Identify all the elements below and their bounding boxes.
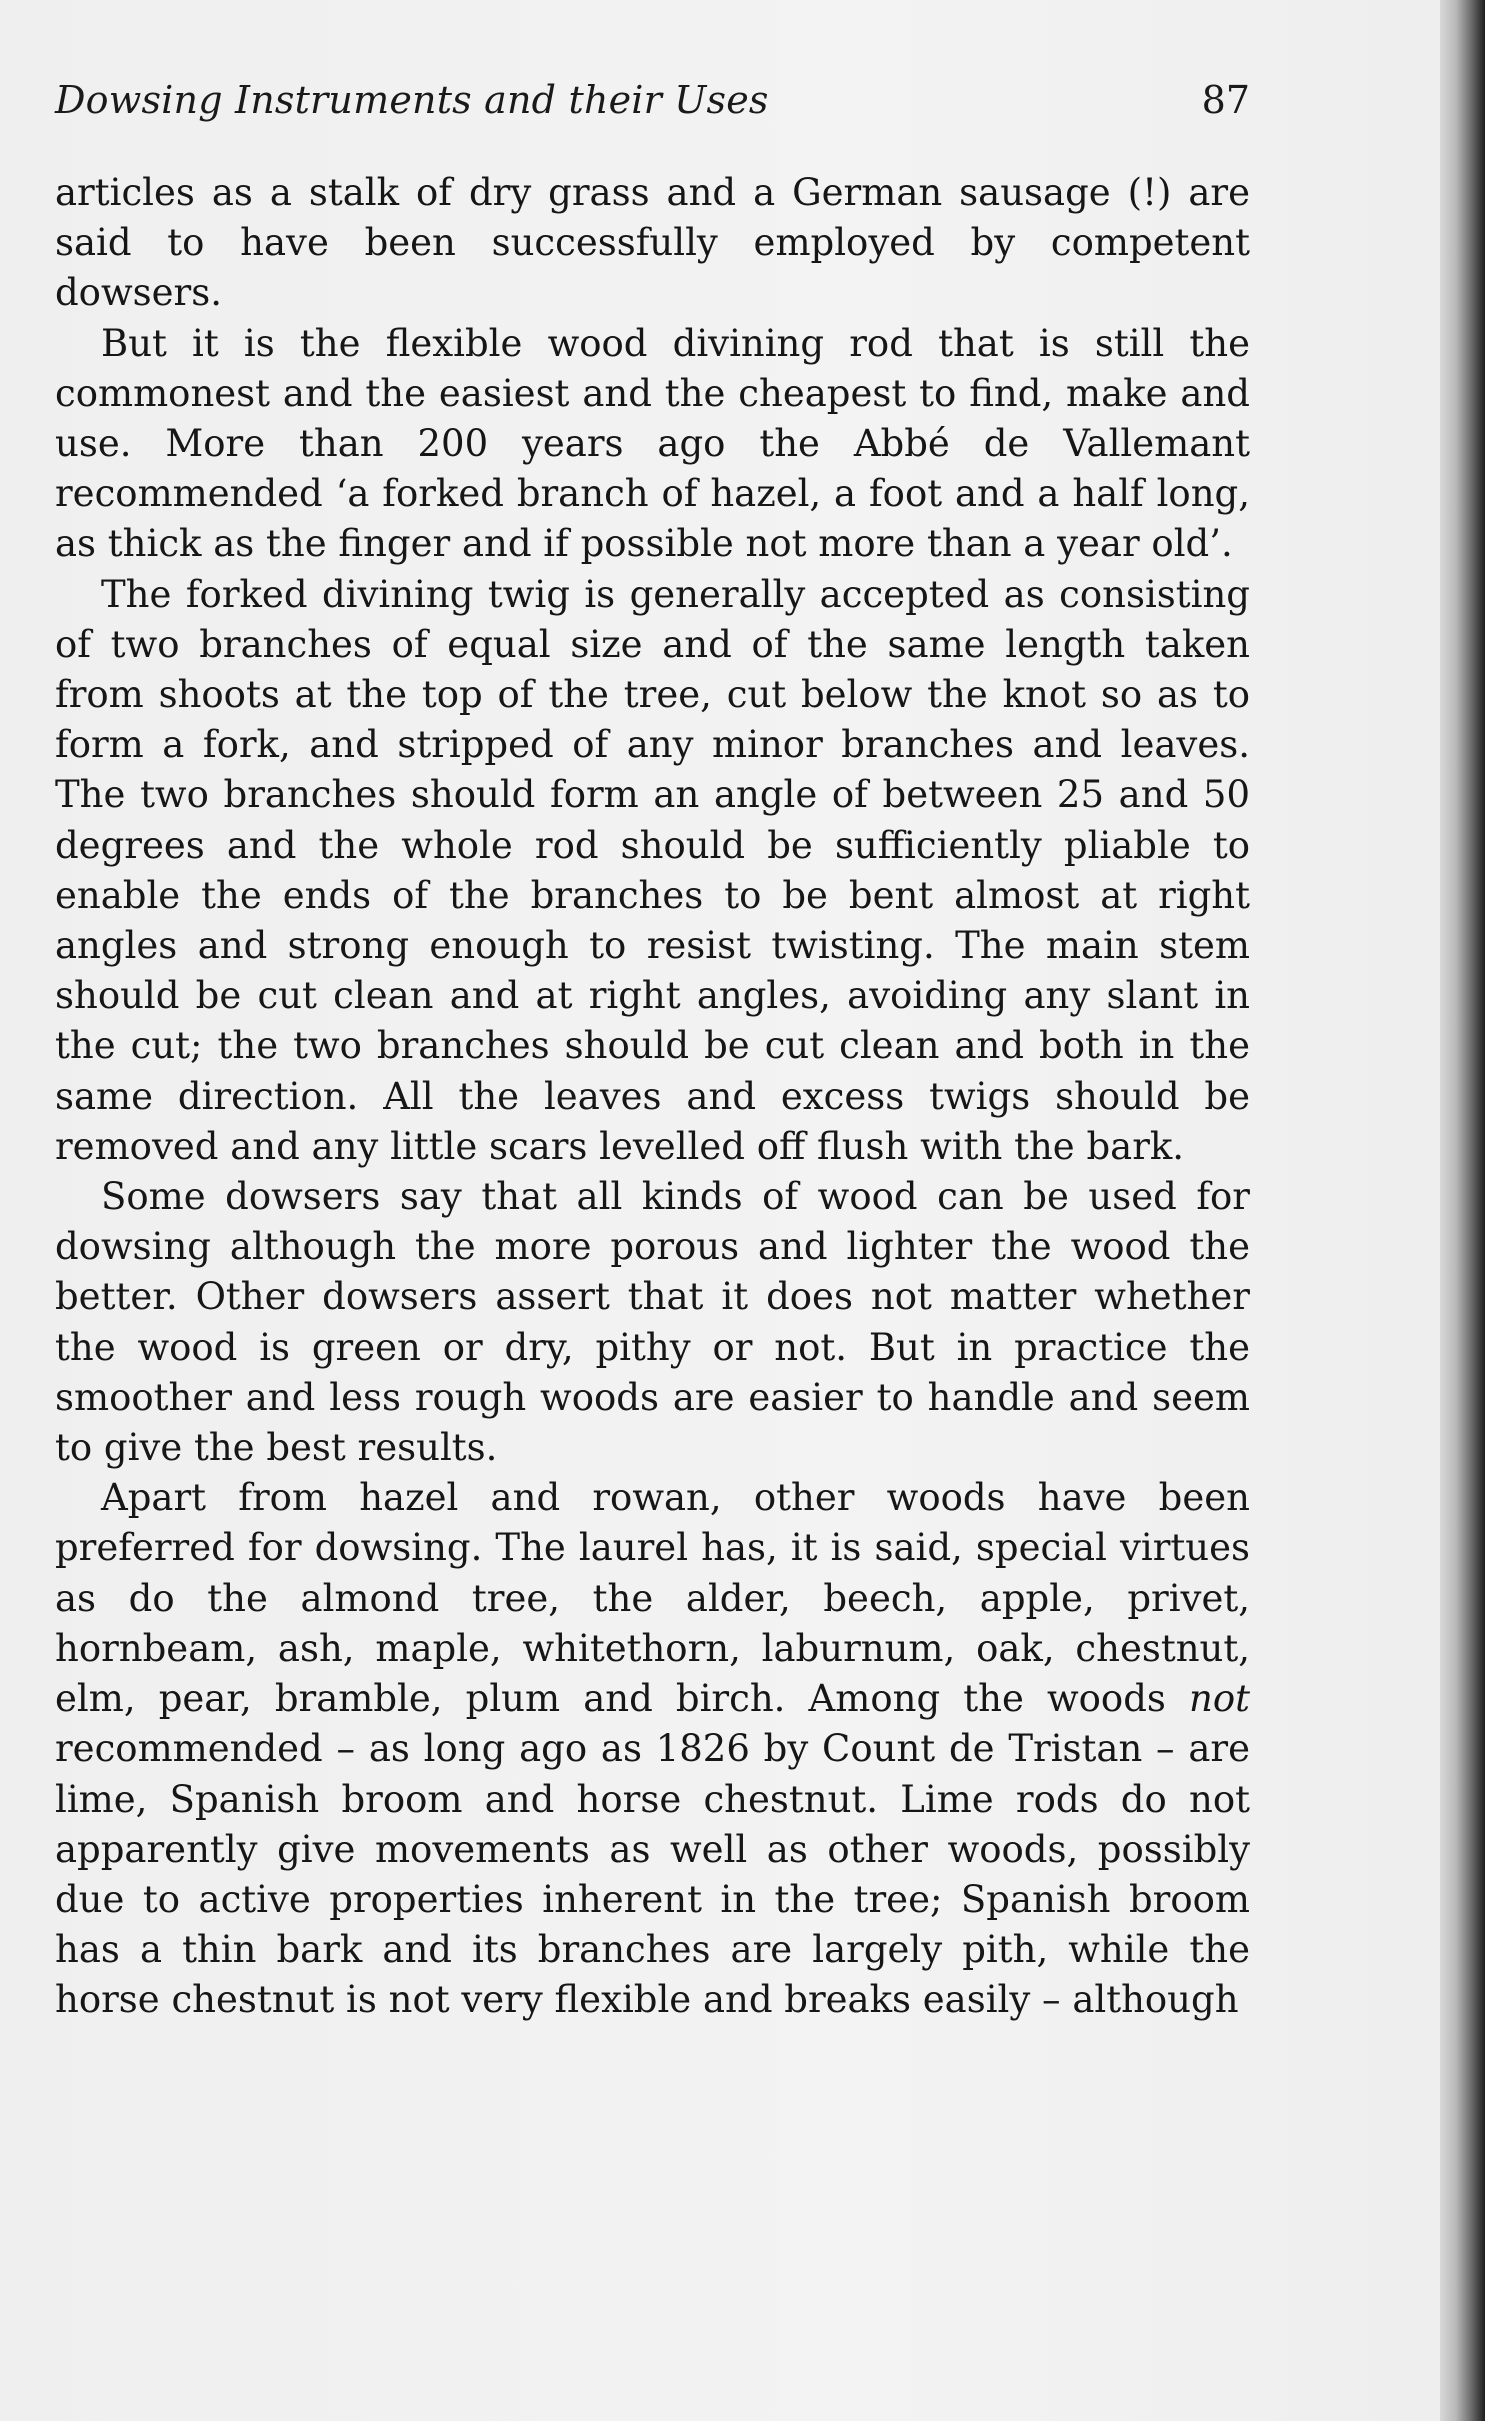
paragraph-3: The forked divining twig is generally accepted as consisting of two branches of equal size and of the same length taken from shoots at the top of the tree, cut below the knot so as to form a fork, and stripped of any minor branches and leaves. The two branches should form an angle of between 25 and 50 degrees and the whole rod should be sufficiently pliable to enable the ends of the branches to be bent almost at right angles and strong enough to resist twisting. The main stem should be cut clean and at right angles, avoiding any slant in the cut; the two branches should be cut clean and both in the same direction. All the leaves and excess twigs should be removed and any little scars levelled off flush with the bark. <box>55 572 1250 1168</box>
body-text <box>55 168 1250 2026</box>
paragraph-5-before: Apart from hazel and rowan, other woods have been preferred for dowsing. The laurel has, it is said, special virtues as do the almond tree, the alder, beech, apple, privet, hornbeam, ash, maple, whitethorn, laburnum, oak, chestnut, elm, pear, bramble, plum and birch. Among the woods <box>55 1476 1250 1721</box>
paragraph-5 <box>55 1473 1250 2025</box>
book-binding-edge <box>1440 0 1485 2421</box>
paragraph-2: But it is the flexible wood divining rod that is still the commonest and the easiest and the cheapest to find, make and use. More than 200 years ago the Abbé de Vallemant recommended ‘a forked branch of hazel, a foot and a half long, as thick as the finger and if possible not more than a year old’. <box>55 321 1250 566</box>
page-header <box>55 78 1250 138</box>
page-number: 87 <box>1201 78 1250 122</box>
paragraph-4: Some dowsers say that all kinds of wood can be used for dowsing although the more porous and lighter the wood the better. Other dowsers assert that it does not matter whether the wood is green or dry, pithy or not. But in practice the smoother and less rough woods are easier to handle and seem to give the best results. <box>55 1175 1250 1470</box>
running-title: Dowsing Instruments and their Uses <box>55 78 769 122</box>
paragraph-5-emphasis: not <box>1189 1677 1250 1721</box>
paragraph-5-after: recommended – as long ago as 1826 by Count de Tristan – are lime, Spanish broom and horse chestnut. Lime rods do not apparently give movements as well as other woods, possibly due to active properties inherent in the tree; Spanish broom has a thin bark and its branches are largely pith, while the horse chestnut is not very flexible and breaks easily – although <box>55 1727 1250 2022</box>
paragraph-1: articles as a stalk of dry grass and a German sausage (!) are said to have been successfully employed by competent dowsers. <box>55 171 1250 315</box>
